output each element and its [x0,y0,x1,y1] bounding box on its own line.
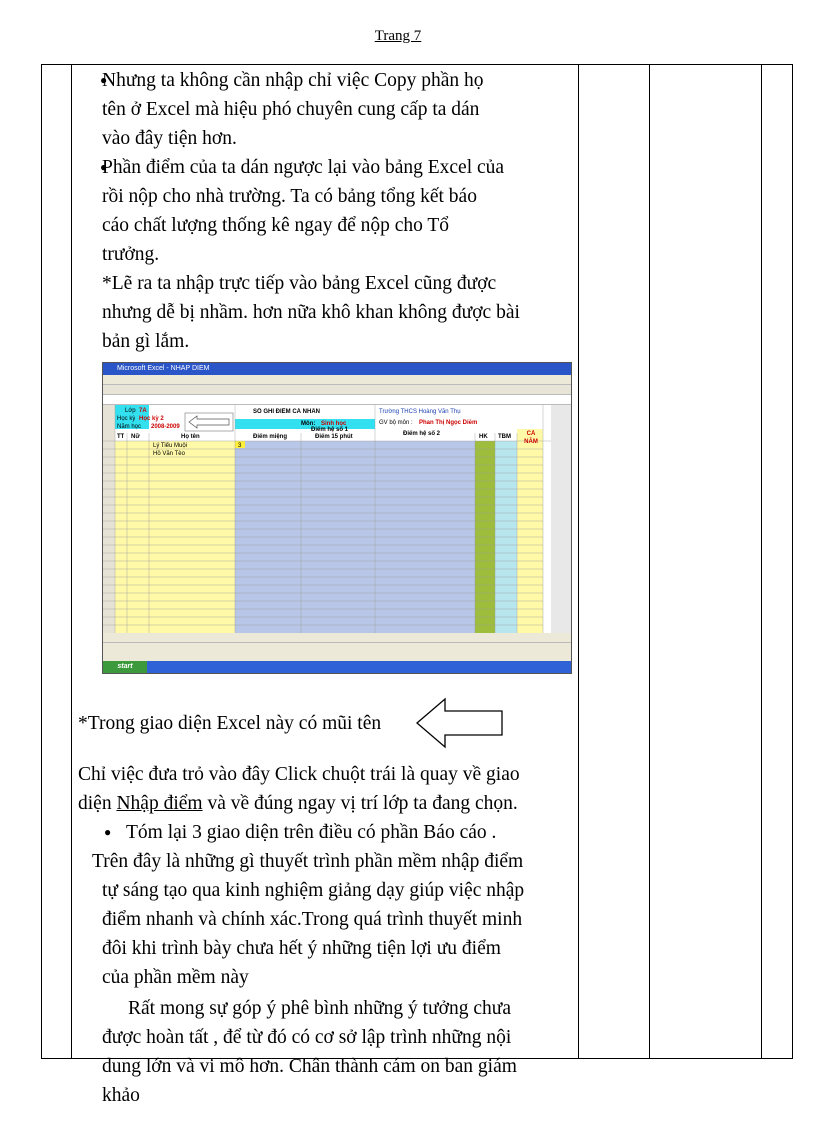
arrow-caption-line [78,696,574,750]
conclusion-paragraph [78,847,574,992]
excel-col-name: Họ tên [181,434,200,440]
excel-col-tbm: TBM [498,434,511,440]
text-line: tự sáng tạo qua kinh nghiệm giảng dạy giúp việc nhập [102,880,525,901]
windows-taskbar [103,661,571,673]
excel-col-hs2: Điểm hệ số 2 [403,431,441,437]
main-content [78,66,574,1110]
excel-sheet-tabs[interactable] [103,633,572,643]
excel-year-label: Năm học [117,424,142,430]
excel-col-hk: HK [479,434,488,440]
column-divider [649,65,650,1058]
text-line: Trên đây là những gì thuyết trình phần mềm nhập điểm [92,851,524,872]
text-line: tên ở Excel mà hiệu phó chuyên cung cấp ta dán [102,99,480,120]
text-line: đôi khi trình bày chưa hết ý những tiện lợi ưu điểm [102,938,501,959]
text-line: ● Nhưng ta không cần nhập chỉ việc Copy phần họ [102,70,484,91]
excel-term-label: Học kỳ [117,416,136,422]
bullet-summary [78,818,574,847]
text-line: nhưng dễ bị nhầm. hơn nữa khô khan không được bài [102,302,520,323]
excel-teacher-value: Phan Thị Ngọc Diễm [419,420,478,426]
excel-col-hs1: Điểm hệ số 1 [311,427,349,433]
excel-teacher-label: GV bộ môn : [379,420,413,426]
excel-term-value: Học kỳ 2 [139,416,164,422]
excel-class-label: Lớp [125,408,136,414]
note-paragraph [78,269,574,356]
excel-sheet [103,405,571,633]
text-line: khảo [102,1085,140,1106]
column-divider [71,65,72,1058]
column-divider [578,65,579,1058]
text-line: *Lẽ ra ta nhập trực tiếp vào bảng Excel cũng được [102,273,497,294]
excel-score-1: 3 [238,443,242,449]
nhap-diem-link: Nhập điểm [116,793,203,814]
excel-student-2: Hồ Văn Tèo [153,451,185,457]
click-paragraph [78,760,574,818]
excel-year-value: 2008-2009 [151,424,180,430]
excel-subject-value: Sinh học [321,421,347,427]
bullet-copy-names [78,66,574,153]
text-line: điểm nhanh và chính xác.Trong quá trình thuyết minh [102,909,523,930]
excel-col-mieng: Điểm miệng [253,434,288,440]
excel-title-bar: Microsoft Excel - NHAP DIEM [103,363,571,375]
arrow-caption: *Trong giao diện Excel này có mũi tên [78,712,382,734]
excel-col-15p: Điểm 15 phút [315,434,353,440]
bullet-paste-scores [78,153,574,269]
page-number: Trang 7 [374,28,422,44]
text-line [78,789,574,818]
text-fragment: diện [78,793,117,814]
text-fragment: và về đúng ngay vị trí lớp ta đang chọn. [202,793,518,814]
text-line: bản gì lắm. [102,331,190,352]
excel-sheet-title: SỔ GHI ĐIỂM CÁ NHÂN [253,409,321,415]
column-divider [761,65,762,1058]
excel-class-value: 7A [139,408,147,414]
excel-col-canam: CẢ NĂM [524,431,538,445]
text-line: vào đây tiện hơn. [102,128,237,149]
closing-paragraph [78,994,574,1110]
text-line: cáo chất lượng thống kê ngay để nộp cho Tổ [102,215,450,236]
excel-student-1: Lý Tiểu Muội [153,443,188,449]
text-line: Chỉ việc đưa trỏ vào đây Click chuột trái là quay về giao [78,764,520,785]
text-line: được hoàn tất , để từ đó có cơ sở lập trình những nội [102,1027,512,1048]
text-line: rồi nộp cho nhà trường. Ta có bảng tổng kết báo [102,186,477,207]
text-line: của phần mềm này [102,967,249,988]
excel-toolbar [103,385,571,395]
page-header [0,28,816,45]
text-line: dung lớn và vi mô hơn. Chân thành cám on ban giám [102,1056,517,1077]
excel-subject-label: Môn: [301,421,316,427]
excel-school: Trường THCS Hoàng Văn Thụ [379,409,461,415]
excel-col-tt: TT [117,434,125,440]
left-arrow-icon [415,696,505,750]
text-line: ● Tóm lại 3 giao diện trên điều có phần Báo cáo . [126,822,497,843]
excel-formula-bar [103,395,571,405]
excel-screenshot [102,362,572,674]
start-button[interactable]: start [103,661,147,673]
excel-col-nu: Nữ [131,434,140,440]
excel-toolbar [103,375,571,385]
text-line: trưởng. [102,244,160,265]
text-line: Rất mong sự góp ý phê bình những ý tưởng chưa [128,998,511,1019]
text-line: ● Phần điểm của ta dán ngược lại vào bảng Excel của [102,157,505,178]
